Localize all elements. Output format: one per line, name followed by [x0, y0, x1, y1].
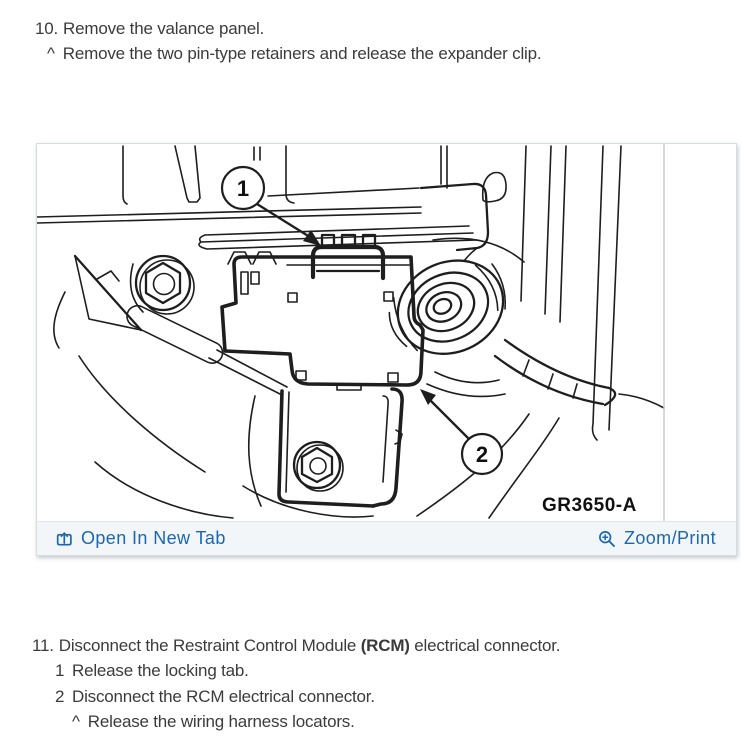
step-10-number: 10. — [35, 19, 59, 38]
step-11-bullet-line — [32, 709, 560, 734]
step-10-bullet-line — [35, 41, 541, 66]
figure-panel — [36, 143, 737, 556]
open-in-new-tab-icon — [56, 530, 73, 547]
step-10-block — [35, 16, 541, 66]
substep-2 — [32, 684, 560, 709]
lower-bolt — [294, 442, 343, 491]
step-11-title-line — [32, 633, 560, 658]
zoom-print-link[interactable] — [598, 528, 716, 549]
step-10-bullet-text: Remove the two pin-type retainers and release the expander clip. — [62, 44, 542, 63]
caret-bullet-marker: ^ — [47, 44, 55, 63]
step-10-title-line — [35, 16, 541, 41]
callout-2 — [420, 389, 502, 474]
figure-toolbar — [37, 521, 736, 555]
zoom-icon — [598, 530, 616, 548]
step-11-title-prefix: Disconnect the Restraint Control Module — [58, 636, 361, 655]
upper-bolt — [136, 256, 194, 314]
step-11-title-bold: (RCM) — [360, 636, 410, 655]
open-in-new-tab-link[interactable] — [56, 528, 226, 549]
figure-code-label: GR3650-A — [542, 495, 637, 516]
caret-bullet-marker-2: ^ — [72, 711, 80, 731]
rcm-diagram — [37, 144, 665, 521]
substep-1-number: 1 — [55, 661, 65, 681]
callout-1-label: 1 — [236, 176, 250, 201]
open-in-new-tab-label: Open In New Tab — [81, 528, 226, 548]
step-11-block — [32, 633, 560, 734]
zoom-print-label: Zoom/Print — [623, 528, 716, 548]
lower-bracket — [279, 389, 402, 506]
step-11-title-suffix: electrical connector. — [409, 636, 561, 655]
step-11-number: 11. — [32, 636, 54, 655]
callout-2-label: 2 — [475, 442, 489, 467]
step-10-title: Remove the valance panel. — [63, 19, 265, 38]
step-11-bullet-text: Release the wiring harness locators. — [87, 711, 355, 731]
rcm-module-outline — [222, 257, 423, 385]
substep-2-text: Disconnect the RCM electrical connector. — [72, 686, 375, 706]
rcm-module — [222, 235, 423, 390]
substep-2-number: 2 — [55, 686, 65, 706]
substep-1 — [32, 658, 560, 683]
figure-image — [37, 144, 736, 521]
substep-1-text: Release the locking tab. — [72, 661, 249, 681]
